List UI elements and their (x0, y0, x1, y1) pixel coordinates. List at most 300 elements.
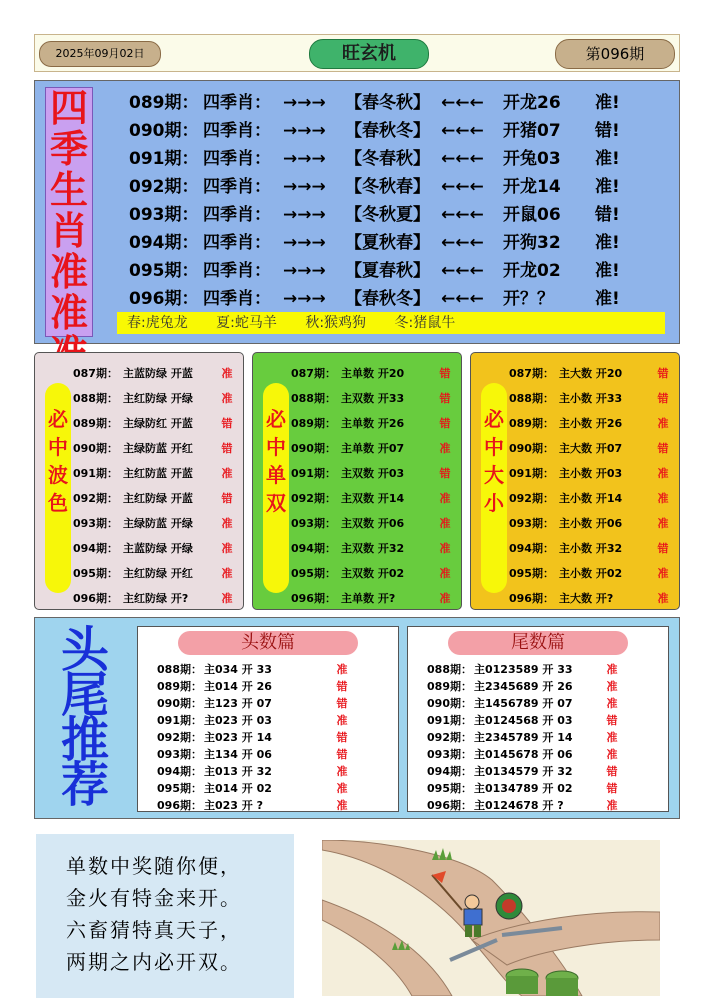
verdict: 错 (336, 697, 348, 710)
prediction-row (408, 729, 668, 746)
four-season-label: 四季肖： (203, 149, 271, 169)
prediction-content: 主红防绿 开? (123, 592, 189, 605)
period-label: 088期： (291, 392, 336, 405)
verdict: 准 (221, 367, 233, 380)
verdict: 准 (336, 714, 348, 727)
season-row (129, 257, 669, 285)
season-pick: 【夏春秋】 (345, 261, 430, 281)
period-label: 089期： (427, 680, 472, 693)
verdict: 准 (439, 567, 451, 580)
period-label: 090期： (291, 442, 336, 455)
period-label: 093期： (509, 517, 554, 530)
period-label: 095期： (157, 782, 202, 795)
verdict: 错 (439, 417, 451, 430)
arrow-right-icon: →→→ (283, 289, 326, 309)
period-label: 094期： (427, 765, 472, 778)
season-zodiac-section (34, 80, 680, 344)
wave-row-list (73, 361, 243, 611)
prediction-content: 主0123589 开 33 (474, 663, 573, 676)
issue-number: 第096期 (555, 39, 675, 69)
prediction-content: 主0134789 开 02 (474, 782, 573, 795)
verdict: 错 (657, 367, 669, 380)
title-char: 波 (48, 463, 68, 487)
title-char: 头 (60, 622, 109, 678)
verdict: 准! (595, 177, 620, 197)
prediction-row (408, 763, 668, 780)
four-season-label: 四季肖： (203, 233, 271, 253)
season-row (129, 173, 669, 201)
verdict: 准 (336, 663, 348, 676)
arrow-left-icon: ←←← (441, 233, 484, 253)
prediction-row (509, 461, 679, 486)
period-label: 092期： (291, 492, 336, 505)
period-label: 088期： (157, 663, 202, 676)
arrow-left-icon: ←←← (441, 261, 484, 281)
period-label: 096期： (73, 592, 118, 605)
period-label: 089期： (509, 417, 554, 430)
season-row (129, 89, 669, 117)
title-char: 荐 (60, 757, 109, 813)
arrow-right-icon: →→→ (283, 93, 326, 113)
period-label: 096期： (157, 799, 202, 812)
period-label: 092期： (129, 177, 199, 197)
prediction-content: 主双数 开33 (341, 392, 405, 405)
prediction-content: 主绿防蓝 开红 (123, 442, 193, 455)
prediction-row (408, 661, 668, 678)
period-label: 090期： (73, 442, 118, 455)
prediction-row (509, 386, 679, 411)
prediction-row (408, 712, 668, 729)
prediction-content: 主小数 开03 (559, 467, 623, 480)
verdict: 错 (657, 392, 669, 405)
period-label: 096期： (509, 592, 554, 605)
prediction-row (509, 536, 679, 561)
period-label: 095期： (73, 567, 118, 580)
season-pick: 【冬秋夏】 (345, 205, 430, 225)
prediction-row (291, 386, 461, 411)
prediction-row (73, 511, 243, 536)
tail-number-box (407, 626, 669, 812)
verdict: 准 (439, 542, 451, 555)
legend-autumn: 秋:猴鸡狗 (305, 315, 367, 331)
prediction-row (509, 436, 679, 461)
big-small-row-list (509, 361, 679, 611)
draw-result: 开兔03 (503, 149, 561, 169)
title-char: 小 (484, 491, 504, 515)
verdict: 错 (336, 748, 348, 761)
prediction-row (73, 486, 243, 511)
prediction-content: 主双数 开02 (341, 567, 405, 580)
verdict: 错 (221, 417, 233, 430)
poem-line: 单数中奖随你便， (66, 854, 242, 878)
tail-row-list (408, 661, 668, 814)
prediction-content: 主014 开 26 (204, 680, 272, 693)
prediction-row (291, 536, 461, 561)
verdict: 准 (439, 592, 451, 605)
prediction-content: 主绿防红 开蓝 (123, 417, 193, 430)
head-row-list (138, 661, 398, 814)
season-row (129, 285, 669, 313)
title-char: 生 (49, 168, 88, 212)
title-char: 肖 (49, 209, 88, 253)
title-char: 大 (484, 463, 504, 487)
poem-line: 金火有特金来开。 (66, 886, 242, 910)
prediction-content: 主2345689 开 26 (474, 680, 573, 693)
verdict: 准 (336, 765, 348, 778)
prediction-row (73, 586, 243, 611)
prediction-content: 主023 开 03 (204, 714, 272, 727)
verdict: 准 (336, 782, 348, 795)
prediction-row (509, 561, 679, 586)
title-char: 准 (49, 250, 88, 294)
prediction-row (73, 411, 243, 436)
prediction-row (138, 695, 398, 712)
period-label: 093期： (129, 205, 199, 225)
head-tail-section (34, 617, 680, 819)
head-tail-title (49, 622, 121, 813)
period-label: 094期： (291, 542, 336, 555)
period-label: 090期： (157, 697, 202, 710)
prediction-content: 主双数 开06 (341, 517, 405, 530)
prediction-content: 主2345789 开 14 (474, 731, 573, 744)
prediction-row (73, 436, 243, 461)
period-label: 091期： (291, 467, 336, 480)
prediction-content: 主0145678 开 06 (474, 748, 573, 761)
period-label: 092期： (509, 492, 554, 505)
prediction-content: 主单数 开26 (341, 417, 405, 430)
verdict: 错 (606, 714, 618, 727)
draw-result: 开龙26 (503, 93, 561, 113)
arrow-left-icon: ←←← (441, 149, 484, 169)
period-label: 096期： (129, 289, 199, 309)
prediction-row (509, 486, 679, 511)
arrow-right-icon: →→→ (283, 149, 326, 169)
verdict: 准 (221, 567, 233, 580)
prediction-content: 主小数 开06 (559, 517, 623, 530)
prediction-content: 主小数 开26 (559, 417, 623, 430)
prediction-row (138, 678, 398, 695)
prediction-row (291, 411, 461, 436)
period-label: 089期： (291, 417, 336, 430)
prediction-row (138, 780, 398, 797)
prediction-row (408, 678, 668, 695)
prediction-content: 主大数 开20 (559, 367, 623, 380)
season-row (129, 201, 669, 229)
verdict: 错! (595, 121, 620, 141)
title-char: 必 (266, 407, 286, 431)
arrow-left-icon: ←←← (441, 289, 484, 309)
arrow-left-icon: ←←← (441, 93, 484, 113)
prediction-row (73, 536, 243, 561)
prediction-row (73, 386, 243, 411)
odd-even-panel (252, 352, 462, 610)
period-label: 090期： (129, 121, 199, 141)
verdict: 准 (221, 517, 233, 530)
prediction-content: 主绿防蓝 开绿 (123, 517, 193, 530)
verdict: 准 (657, 467, 669, 480)
prediction-row (73, 461, 243, 486)
prediction-content: 主0124678 开 ? (474, 799, 564, 812)
prediction-row (408, 797, 668, 814)
legend-spring: 春:虎兔龙 (127, 315, 188, 331)
season-pick: 【冬秋春】 (345, 177, 430, 197)
verdict: 错 (657, 542, 669, 555)
verdict: 准 (439, 492, 451, 505)
title-char: 四 (49, 86, 88, 130)
tail-number-title: 尾数篇 (448, 631, 628, 655)
prediction-content: 主单数 开07 (341, 442, 405, 455)
legend-winter: 冬:猪鼠牛 (394, 315, 456, 331)
prediction-row (509, 586, 679, 611)
verdict: 准 (336, 799, 348, 812)
verdict: 错 (606, 765, 618, 778)
draw-result: 开猪07 (503, 121, 561, 141)
period-label: 095期： (509, 567, 554, 580)
four-season-label: 四季肖： (203, 205, 271, 225)
period-label: 096期： (427, 799, 472, 812)
prediction-content: 主单数 开? (341, 592, 396, 605)
season-row (129, 117, 669, 145)
verdict: 准 (221, 542, 233, 555)
season-row (129, 145, 669, 173)
season-row (129, 229, 669, 257)
arrow-right-icon: →→→ (283, 233, 326, 253)
prediction-row (73, 361, 243, 386)
verdict: 准 (606, 697, 618, 710)
period-label: 094期： (73, 542, 118, 555)
period-label: 087期： (291, 367, 336, 380)
big-small-panel (470, 352, 680, 610)
period-label: 088期： (509, 392, 554, 405)
poem-line: 六畜猜特真天子， (66, 918, 242, 942)
prediction-content: 主小数 开02 (559, 567, 623, 580)
prediction-content: 主双数 开32 (341, 542, 405, 555)
season-pick: 【春秋冬】 (345, 289, 430, 309)
verdict: 准 (221, 592, 233, 605)
verdict: 错 (439, 367, 451, 380)
prediction-content: 主023 开 14 (204, 731, 272, 744)
prediction-content: 主134 开 06 (204, 748, 272, 761)
verdict: 准! (595, 149, 620, 169)
prediction-content: 主014 开 02 (204, 782, 272, 795)
verdict: 错! (595, 205, 620, 225)
draw-result: 开狗32 (503, 233, 561, 253)
draw-result: 开鼠06 (503, 205, 561, 225)
period-label: 092期： (157, 731, 202, 744)
verdict: 准 (657, 517, 669, 530)
verdict: 准 (439, 442, 451, 455)
verdict: 错 (336, 731, 348, 744)
verdict: 错 (606, 782, 618, 795)
period-label: 095期： (129, 261, 199, 281)
prediction-content: 主单数 开20 (341, 367, 405, 380)
prediction-content: 主大数 开? (559, 592, 614, 605)
period-label: 093期： (291, 517, 336, 530)
period-label: 091期： (157, 714, 202, 727)
prediction-content: 主023 开 ? (204, 799, 264, 812)
period-label: 094期： (509, 542, 554, 555)
season-section-title (45, 87, 93, 337)
period-label: 088期： (427, 663, 472, 676)
arrow-left-icon: ←←← (441, 205, 484, 225)
verdict: 准 (606, 663, 618, 676)
prediction-row (138, 763, 398, 780)
prediction-row (291, 511, 461, 536)
prediction-content: 主红防绿 开红 (123, 567, 193, 580)
odd-even-panel-title (263, 383, 289, 593)
prediction-content: 主红防绿 开蓝 (123, 492, 193, 505)
four-season-label: 四季肖： (203, 121, 271, 141)
period-label: 094期： (157, 765, 202, 778)
verdict: 准! (595, 93, 620, 113)
four-season-label: 四季肖： (203, 261, 271, 281)
title-char: 推 (60, 712, 109, 768)
title-char: 中 (266, 435, 286, 459)
verdict: 错 (657, 442, 669, 455)
season-pick: 【冬春秋】 (345, 149, 430, 169)
verdict: 准! (595, 261, 620, 281)
verdict: 错 (221, 442, 233, 455)
arrow-right-icon: →→→ (283, 205, 326, 225)
period-label: 096期： (291, 592, 336, 605)
verdict: 准! (595, 289, 620, 309)
verdict: 准 (221, 392, 233, 405)
verdict: 准! (595, 233, 620, 253)
period-label: 093期： (427, 748, 472, 761)
title-char: 季 (49, 127, 88, 171)
date-label: 2025年09月02日 (39, 41, 161, 67)
legend-summer: 夏:蛇马羊 (216, 315, 277, 331)
verdict: 错 (439, 467, 451, 480)
prediction-row (291, 461, 461, 486)
period-label: 095期： (427, 782, 472, 795)
prediction-content: 主0134579 开 32 (474, 765, 573, 778)
prediction-row (138, 746, 398, 763)
prediction-content: 主0124568 开 03 (474, 714, 573, 727)
prediction-content: 主红防蓝 开蓝 (123, 467, 193, 480)
prediction-content: 主1456789 开 07 (474, 697, 573, 710)
verdict: 准 (606, 799, 618, 812)
verdict: 错 (221, 492, 233, 505)
verdict: 准 (221, 467, 233, 480)
period-label: 089期： (129, 93, 199, 113)
prediction-content: 主大数 开07 (559, 442, 623, 455)
season-pick: 【春秋冬】 (345, 121, 430, 141)
verdict: 错 (336, 680, 348, 693)
title-char: 尾 (60, 667, 109, 723)
title-char: 双 (266, 491, 286, 515)
period-label: 090期： (427, 697, 472, 710)
draw-result: 开龙14 (503, 177, 561, 197)
verdict: 准 (657, 417, 669, 430)
period-label: 094期： (129, 233, 199, 253)
prediction-content: 主双数 开03 (341, 467, 405, 480)
prediction-row (291, 486, 461, 511)
arrow-left-icon: ←←← (441, 121, 484, 141)
title-char: 准 (49, 291, 88, 335)
crossroads-illustration (322, 840, 660, 996)
period-label: 095期： (291, 567, 336, 580)
prediction-row (291, 586, 461, 611)
prediction-row (408, 695, 668, 712)
prediction-row (509, 411, 679, 436)
wave-panel-title (45, 383, 71, 593)
big-small-panel-title (481, 383, 507, 593)
draw-result: 开龙02 (503, 261, 561, 281)
period-label: 092期： (427, 731, 472, 744)
period-label: 091期： (73, 467, 118, 480)
verdict: 准 (606, 748, 618, 761)
period-label: 088期： (73, 392, 118, 405)
prediction-content: 主123 开 07 (204, 697, 272, 710)
period-label: 087期： (73, 367, 118, 380)
period-label: 092期： (73, 492, 118, 505)
prediction-content: 主013 开 32 (204, 765, 272, 778)
prediction-content: 主红防绿 开绿 (123, 392, 193, 405)
prediction-content: 主蓝防绿 开蓝 (123, 367, 193, 380)
title-char: 中 (48, 435, 68, 459)
prediction-row (138, 797, 398, 814)
prediction-content: 主小数 开32 (559, 542, 623, 555)
prediction-row (408, 746, 668, 763)
wave-color-panel (34, 352, 244, 610)
shield-icon (496, 893, 522, 919)
odd-even-row-list (291, 361, 461, 611)
four-season-label: 四季肖： (203, 289, 271, 309)
season-pick: 【春冬秋】 (345, 93, 430, 113)
prediction-content: 主双数 开14 (341, 492, 405, 505)
period-label: 087期： (509, 367, 554, 380)
prediction-content: 主小数 开33 (559, 392, 623, 405)
period-label: 089期： (157, 680, 202, 693)
prediction-row (291, 361, 461, 386)
title-char: 色 (48, 491, 68, 515)
head-number-title: 头数篇 (178, 631, 358, 655)
period-label: 093期： (73, 517, 118, 530)
verdict: 错 (439, 392, 451, 405)
period-label: 089期： (73, 417, 118, 430)
season-pick: 【夏秋春】 (345, 233, 430, 253)
prediction-row (138, 729, 398, 746)
four-season-label: 四季肖： (203, 177, 271, 197)
draw-result: 开？？ (503, 289, 554, 309)
poem-line: 两期之内必开双。 (66, 950, 242, 974)
period-label: 091期： (129, 149, 199, 169)
prediction-row (291, 561, 461, 586)
season-row-list (129, 89, 669, 313)
period-label: 091期： (509, 467, 554, 480)
verdict: 准 (657, 567, 669, 580)
arrow-right-icon: →→→ (283, 121, 326, 141)
period-label: 090期： (509, 442, 554, 455)
prediction-row (138, 661, 398, 678)
arrow-right-icon: →→→ (283, 177, 326, 197)
period-label: 091期： (427, 714, 472, 727)
header-bar (34, 34, 680, 72)
prediction-row (408, 780, 668, 797)
title-char: 必 (48, 407, 68, 431)
verdict: 准 (606, 680, 618, 693)
prediction-row (138, 712, 398, 729)
title-char: 中 (484, 435, 504, 459)
poem-box (36, 834, 294, 998)
arrow-left-icon: ←←← (441, 177, 484, 197)
head-number-box (137, 626, 399, 812)
prediction-row (509, 361, 679, 386)
arrow-right-icon: →→→ (283, 261, 326, 281)
prediction-row (73, 561, 243, 586)
prediction-content: 主蓝防绿 开绿 (123, 542, 193, 555)
